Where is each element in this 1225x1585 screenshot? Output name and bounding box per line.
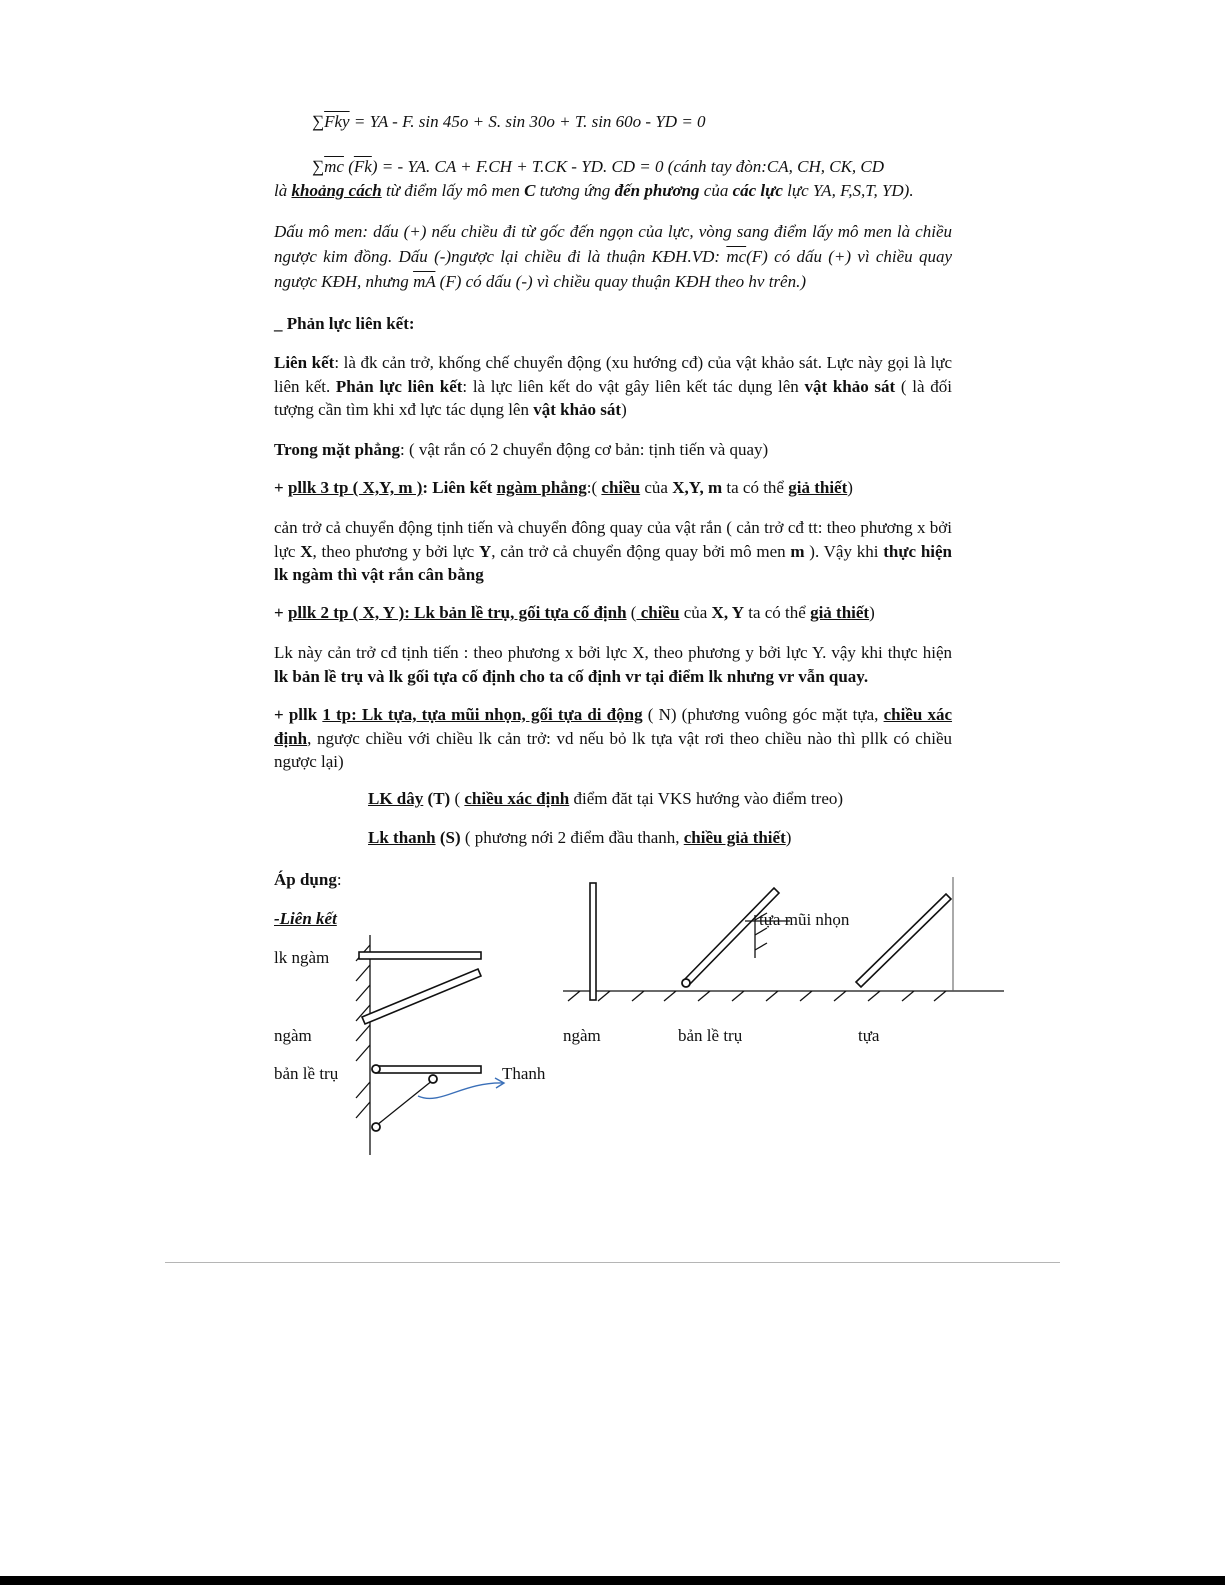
text: chiều giả thiết	[683, 828, 786, 847]
text: -Liên kết	[274, 909, 337, 928]
hinged-inclined-bar	[684, 888, 779, 985]
label-lk-ngam: lk ngàm	[274, 948, 330, 967]
text: của	[640, 478, 673, 497]
text: ( phương nới 2 điểm đầu thanh,	[460, 828, 684, 847]
text: (	[626, 603, 637, 622]
text: thực hiện lk ngàm thì vật rắn cân bằng	[274, 541, 952, 584]
strut-pin	[429, 1075, 437, 1083]
text: giả thiết	[810, 603, 870, 622]
fixed-inclined-bar	[362, 969, 481, 1024]
text: chiều	[636, 603, 680, 622]
text: :(	[586, 478, 602, 497]
text: )	[869, 603, 875, 622]
text: )	[621, 400, 627, 419]
strut-bar	[377, 1080, 433, 1125]
text: (F) có dấu (-) vì chiều quay thuận KĐH theo hv trên.)	[435, 272, 807, 291]
text: vật khảo sát	[804, 376, 896, 396]
paren: (	[343, 157, 354, 176]
hinged-horizontal-bar	[376, 1066, 481, 1073]
ground-hatching	[568, 991, 946, 1001]
left-wall-diagram	[356, 935, 481, 1155]
text: giả thiết	[788, 478, 848, 497]
text: khoảng cách	[291, 181, 382, 200]
text: điểm đăt tại VKS hướng vào điểm treo)	[569, 789, 844, 808]
text: pllk 3 tp ( X,Y, m )	[287, 478, 423, 497]
ground-hinge-pin	[682, 979, 690, 987]
text: tương ứng	[535, 181, 615, 200]
text: Lk này cản trở cđ tịnh tiến : theo phương x bởi lực X, theo phương y bởi lực Y. vậy khi thực hiện	[274, 643, 952, 662]
text: )	[847, 478, 853, 497]
text: (	[450, 789, 465, 808]
text: 1 tp: Lk tựa, tựa mũi nhọn, gối tựa di động	[322, 705, 643, 724]
equation-body: ) = - YA. CA + F.CH + T.CK - YD. CD = 0 (cánh tay đòn:CA, CH, CK, CD	[371, 157, 885, 176]
text: vật khảo sát	[533, 400, 622, 419]
text: , theo phương y bởi lực	[312, 541, 479, 561]
vector-fk: $\overline{Fk}$	[353, 157, 372, 176]
text: lk bản lề trụ và lk gối tựa cố định cho ta cố định vr tại điểm lk nhưng vr vẫn quay.	[274, 666, 869, 686]
text: : là lực liên kết do vật gây liên kết tác dụng lên	[462, 376, 805, 396]
text: Phản lực liên kết	[335, 376, 463, 396]
label-ngam-left: ngàm	[274, 1026, 312, 1045]
label-tua-bottom: tựa	[858, 1026, 880, 1045]
label-ngam-bottom: ngàm	[563, 1026, 601, 1045]
text: Dấu mô men: dấu (+) nếu chiều đi từ gốc đến ngọn của lực, vòng sang điểm lấy mô men là chiều ngược kim đồng. Dấu (-)ngược lại chiều đi là thuận KĐH.VD:	[274, 222, 952, 266]
label-tua-mui-nhon: tựa mũi nhọn	[759, 910, 850, 929]
right-diagrams	[563, 877, 1004, 1001]
text: pllk 2 tp ( X, Y ): Lk bản lề trụ, gối tựa cố định	[287, 603, 627, 622]
resting-inclined-bar	[856, 894, 951, 987]
text: chiều xác định	[274, 705, 953, 748]
vector-fky: $\overline{Fky}$	[324, 112, 350, 131]
text: của	[699, 181, 733, 200]
text: (S)	[435, 828, 461, 847]
text: cản trở cả chuyển động tịnh tiến và chuyển đông quay của vật rắn ( cản trở cđ tt: theo phương x bởi lực	[274, 518, 952, 561]
bottom-bar	[0, 1576, 1225, 1585]
text: +	[274, 478, 288, 497]
text: , cản trở cả chuyển động quay bởi mô men	[491, 541, 791, 561]
text: , ngược chiều với chiều lk cản trở: vd nếu bỏ lk tựa vật rơi theo chiều nào thì pllk có chiều ngược lại)	[274, 728, 952, 771]
text: ( là đối tượng cần tìm khi xđ lực tác dụng lên	[274, 376, 952, 419]
fixed-horizontal-bar	[359, 952, 481, 959]
moment-mc: $\overline{mc}$	[726, 247, 747, 266]
text: _ Phản lực liên kết:	[274, 314, 415, 333]
text: ta có thể	[743, 603, 811, 622]
text: )	[785, 828, 792, 847]
label-ban-le-tru-left: bản lề trụ	[274, 1064, 339, 1083]
hinge-pin-bottom	[372, 1123, 380, 1131]
text: chiều	[601, 478, 641, 497]
hinge-pin-top	[372, 1065, 380, 1073]
moment-mc: $\overline{mc}$	[324, 157, 344, 176]
sum-symbol: ∑	[312, 157, 325, 176]
text: Trong mặt phẳng	[274, 440, 400, 459]
wall-hatching	[356, 945, 370, 1118]
text: + pllk	[274, 705, 323, 724]
label-thanh: Thanh	[502, 1064, 546, 1083]
text: Y	[478, 541, 492, 561]
text: là	[274, 181, 292, 200]
text: từ điểm lấy mô men	[381, 181, 525, 200]
text: LK dây	[368, 789, 424, 808]
text: Áp dụng	[274, 870, 337, 889]
text: (F) có dấu (+) vì chiều quay ngược KĐH, nhưng	[274, 247, 952, 291]
text: : là đk cản trở, khống chế chuyển động (xu hướng cđ) của vật khảo sát. Lực này gọi là lực liên kết.	[274, 353, 952, 396]
text: C	[524, 181, 536, 200]
sum-symbol: ∑	[312, 112, 325, 131]
text: đến phương	[614, 181, 700, 200]
text: ( N) (phương vuông góc mặt tựa,	[642, 705, 884, 724]
text: Lk thanh	[368, 828, 436, 847]
text: X	[300, 541, 313, 561]
footer-rule	[165, 1262, 1060, 1263]
text: X,Y, m	[672, 478, 723, 497]
text: : ( vật rắn có 2 chuyển động cơ bản: tịnh tiến và quay)	[399, 440, 769, 459]
text: (T)	[423, 789, 451, 808]
text: Liên kết	[274, 353, 335, 372]
text: +	[274, 603, 288, 622]
text: ta có thể	[722, 478, 789, 497]
text: X, Y	[711, 603, 744, 622]
text: ngàm phẳng	[496, 478, 587, 497]
text: của	[679, 603, 712, 622]
text: chiều xác định	[464, 789, 570, 808]
fixed-vertical-bar	[590, 883, 596, 1000]
label-ban-le-tru-bottom: bản lề trụ	[678, 1026, 743, 1045]
text: ). Vậy khi	[804, 541, 884, 561]
text: m	[790, 541, 805, 561]
moment-ma: $\overline{mA}$	[413, 272, 436, 291]
text: các lực	[732, 181, 783, 200]
text: lực YA, F,S,T, YD).	[782, 181, 914, 200]
text: : Liên kết	[422, 478, 497, 497]
text: :	[336, 870, 342, 889]
equation-body: = YA - F. sin 45o + S. sin 30o + T. sin 60o - YD = 0	[349, 112, 706, 131]
